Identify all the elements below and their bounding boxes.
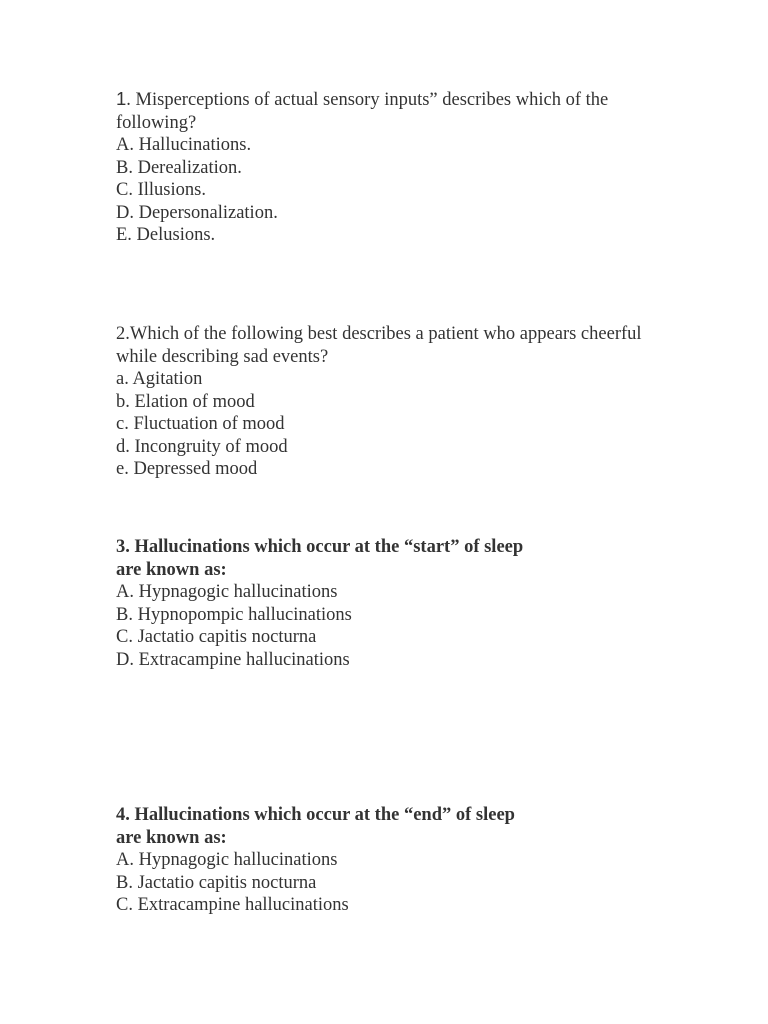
question-1-stem-text: . Misperceptions of actual sensory inputs” describes which of the following? bbox=[116, 90, 609, 133]
question-4-stem-line-2: are known as: bbox=[116, 827, 227, 848]
question-2 bbox=[116, 323, 656, 481]
question-2-option-e: e. Depressed mood bbox=[116, 459, 258, 479]
question-3-option-d: D. Extracampine hallucinations bbox=[116, 649, 350, 670]
question-3 bbox=[116, 536, 656, 671]
question-4 bbox=[116, 804, 656, 917]
question-3-option-a: A. Hypnagogic hallucinations bbox=[116, 582, 338, 602]
question-1-option-a: A. Hallucinations. bbox=[116, 135, 252, 155]
question-4-option-b: B. Jactatio capitis nocturna bbox=[116, 872, 317, 893]
question-2-option-a: a. Agitation bbox=[116, 369, 203, 389]
question-1-option-c: C. Illusions. bbox=[116, 180, 206, 200]
question-2-option-b: b. Elation of mood bbox=[116, 391, 255, 412]
question-3-option-c: C. Jactatio capitis nocturna bbox=[116, 627, 317, 647]
question-1-number: 1 bbox=[116, 88, 127, 109]
question-4-stem-line-1: 4. Hallucinations which occur at the “end” of sleep bbox=[116, 805, 515, 825]
question-3-stem-line-2: are known as: bbox=[116, 559, 227, 580]
question-2-stem: 2.Which of the following best describes a patient who appears cheerful while describing sad events? bbox=[116, 324, 642, 367]
question-2-option-c: c. Fluctuation of mood bbox=[116, 414, 285, 434]
question-1-stem bbox=[116, 88, 656, 134]
question-3-option-b: B. Hypnopompic hallucinations bbox=[116, 604, 352, 625]
question-4-option-c: C. Extracampine hallucinations bbox=[116, 895, 349, 915]
question-2-option-d: d. Incongruity of mood bbox=[116, 436, 288, 457]
question-3-stem-line-1: 3. Hallucinations which occur at the “start” of sleep bbox=[116, 537, 524, 557]
question-4-option-a: A. Hypnagogic hallucinations bbox=[116, 850, 338, 870]
question-1-option-e: E. Delusions. bbox=[116, 225, 216, 245]
question-1-option-d: D. Depersonalization. bbox=[116, 202, 278, 223]
question-1 bbox=[116, 88, 656, 247]
question-1-option-b: B. Derealization. bbox=[116, 157, 242, 178]
